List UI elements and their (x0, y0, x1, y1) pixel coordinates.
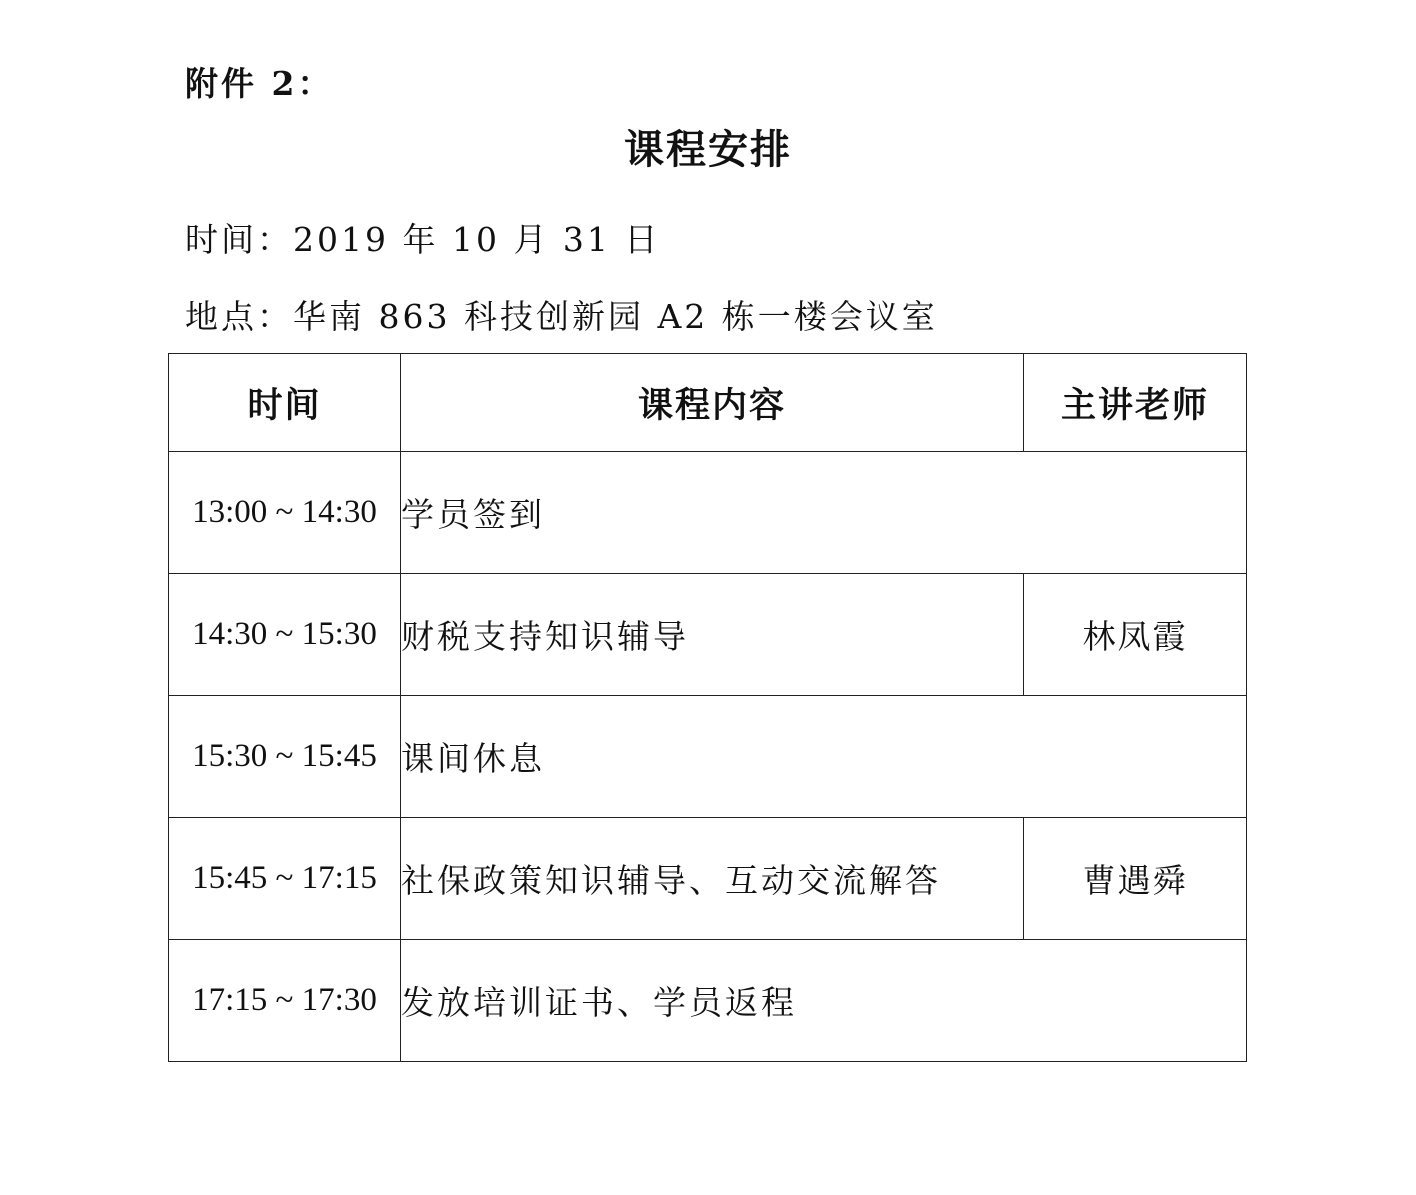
table-header-row (169, 354, 1247, 452)
table-row (169, 574, 1247, 696)
row-content: 学员签到 (401, 452, 1247, 574)
row-teacher: 曹遇舜 (1024, 818, 1247, 940)
row-content: 社保政策知识辅导、互动交流解答 (401, 818, 1024, 940)
header-teacher: 主讲老师 (1024, 354, 1247, 452)
header-time: 时间 (169, 354, 401, 452)
row-content: 课间休息 (401, 696, 1247, 818)
table-row (169, 818, 1247, 940)
row-time: 14:30 ~ 15:30 (169, 574, 401, 696)
page-title: 课程安排 (624, 126, 792, 173)
row-time: 15:45 ~ 17:15 (169, 818, 401, 940)
schedule-table (168, 353, 1247, 1062)
row-time: 13:00 ~ 14:30 (169, 452, 401, 574)
row-time: 17:15 ~ 17:30 (169, 940, 401, 1062)
header-content: 课程内容 (401, 354, 1024, 452)
table-row (169, 940, 1247, 1062)
table-row (169, 452, 1247, 574)
row-content: 财税支持知识辅导 (401, 574, 1024, 696)
row-time: 15:30 ~ 15:45 (169, 696, 401, 818)
row-teacher: 林凤霞 (1024, 574, 1247, 696)
meeting-time: 时间：2019 年 10 月 31 日 (185, 220, 661, 259)
table-row (169, 696, 1247, 818)
row-content: 发放培训证书、学员返程 (401, 940, 1247, 1062)
attachment-label: 附件 2： (185, 64, 334, 103)
meeting-place: 地点：华南 863 科技创新园 A2 栋一楼会议室 (185, 297, 938, 336)
